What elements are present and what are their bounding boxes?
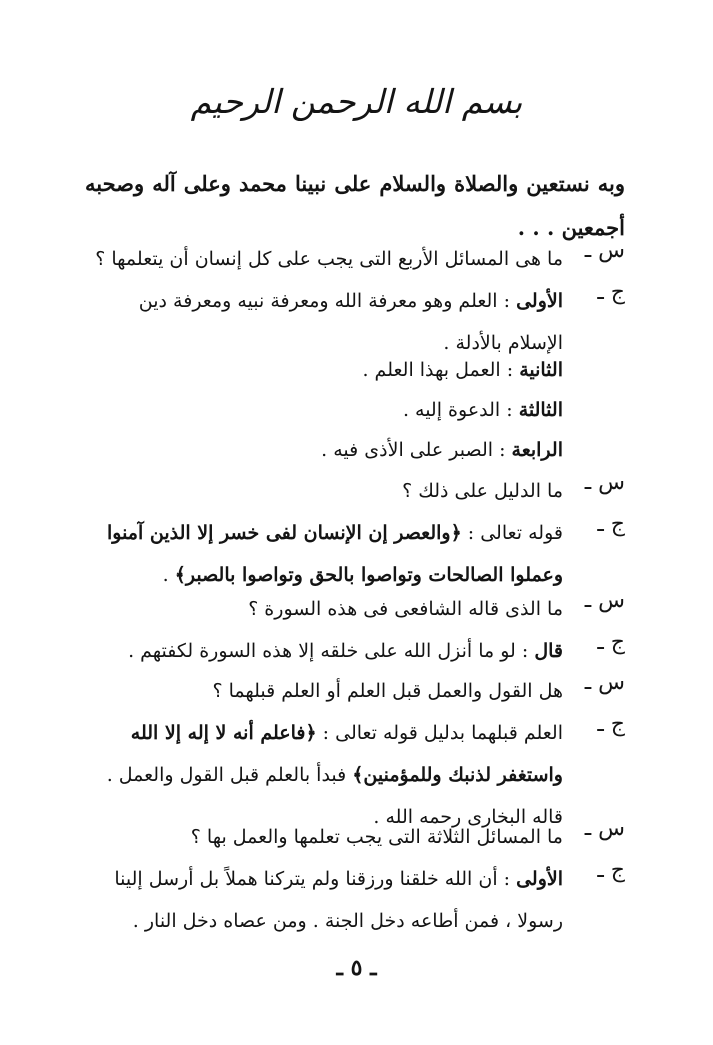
question-row — [85, 238, 625, 280]
sub-item-label: الثالثة — [518, 399, 563, 421]
answer-body: : العلم وهو معرفة الله ومعرفة نبيه ومعرفة دين الإسلام بالأدلة . — [138, 290, 563, 354]
answer-body: : أن الله خلقنا ورزقنا ولم يتركنا هملاً بل أرسل إلينا رسولا ، فمن أطاعه دخل الجنة . ومن عصاه دخل النار . — [114, 868, 563, 932]
question-text: ما الذى قاله الشافعى فى هذه السورة ؟ — [248, 598, 563, 620]
question-text: هل القول والعمل قبل العلم أو العلم قبلهما ؟ — [212, 680, 563, 702]
answer-suffix: . — [162, 564, 175, 586]
intro-paragraph: وبه نستعين والصلاة والسلام على نبينا محمد وعلى آله وصحبه أجمعين . . . — [85, 171, 625, 240]
sub-items — [83, 350, 563, 470]
sub-item-text: : العمل بهذا العلم . — [362, 359, 520, 381]
answer-label: قال — [534, 640, 563, 662]
answer-row — [85, 858, 625, 942]
sub-item-second — [83, 350, 563, 390]
answer-text — [85, 512, 563, 596]
question-text: ما الدليل على ذلك ؟ — [402, 480, 563, 502]
question-marker: س ـ — [584, 470, 625, 495]
question-text: ما المسائل الثلاثة التى يجب تعلمها والعمل بها ؟ — [190, 826, 563, 848]
answer-text — [85, 858, 563, 942]
page-number: ـ ٥ ـ — [336, 955, 377, 981]
question-row — [85, 470, 625, 512]
quran-verse: ﴿والعصر إن الإنسان لفى خسر إلا الذين آمنوا وعملوا الصالحات وتواصوا بالحق وتواصوا بالصبر﴾ — [106, 522, 563, 586]
question-row — [85, 588, 625, 630]
answer-marker: ج ـ — [597, 712, 625, 737]
sub-item-fourth — [83, 430, 563, 470]
qa-block-4 — [85, 670, 625, 838]
basmala-heading: بسم الله الرحمن الرحيم — [190, 82, 523, 121]
qa-block-2 — [85, 470, 625, 596]
sub-item-label: الثانية — [519, 359, 563, 381]
answer-marker: ج ـ — [597, 280, 625, 305]
answer-text — [85, 630, 563, 672]
question-row — [85, 816, 625, 858]
answer-label: الأولى — [516, 290, 563, 312]
sub-item-third — [83, 390, 563, 430]
answer-body: : لو ما أنزل الله على خلقه إلا هذه السورة لكفتهم . — [128, 640, 535, 662]
sub-item-text: : الدعوة إليه . — [402, 399, 519, 421]
qa-block-5 — [85, 816, 625, 942]
answer-prefix: قوله تعالى : — [461, 522, 563, 544]
qa-block-3 — [85, 588, 625, 672]
question-row — [85, 670, 625, 712]
question-marker: س ـ — [584, 670, 625, 695]
question-marker: س ـ — [584, 588, 625, 613]
quran-verse: ﴿فاعلم أنه لا إله إلا الله واستغفر لذنبك وللمؤمنين﴾ — [130, 722, 563, 786]
question-marker: س ـ — [584, 816, 625, 841]
answer-marker: ج ـ — [597, 858, 625, 883]
qa-block-1 — [85, 238, 625, 364]
answer-marker: ج ـ — [597, 512, 625, 537]
answer-marker: ج ـ — [597, 630, 625, 655]
sub-item-text: : الصبر على الأذى فيه . — [321, 439, 512, 461]
answer-prefix: العلم قبلهما بدليل قوله تعالى : — [316, 722, 563, 744]
sub-item-label: الرابعة — [511, 439, 563, 461]
question-marker: س ـ — [584, 238, 625, 263]
answer-label: الأولى — [516, 868, 563, 890]
answer-row — [85, 512, 625, 596]
question-text: ما هى المسائل الأربع التى يجب على كل إنسان أن يتعلمها ؟ — [95, 248, 563, 270]
answer-suffix: فبدأ بالعلم قبل القول والعمل . قاله البخارى رحمه الله . — [106, 764, 563, 828]
answer-row — [85, 630, 625, 672]
